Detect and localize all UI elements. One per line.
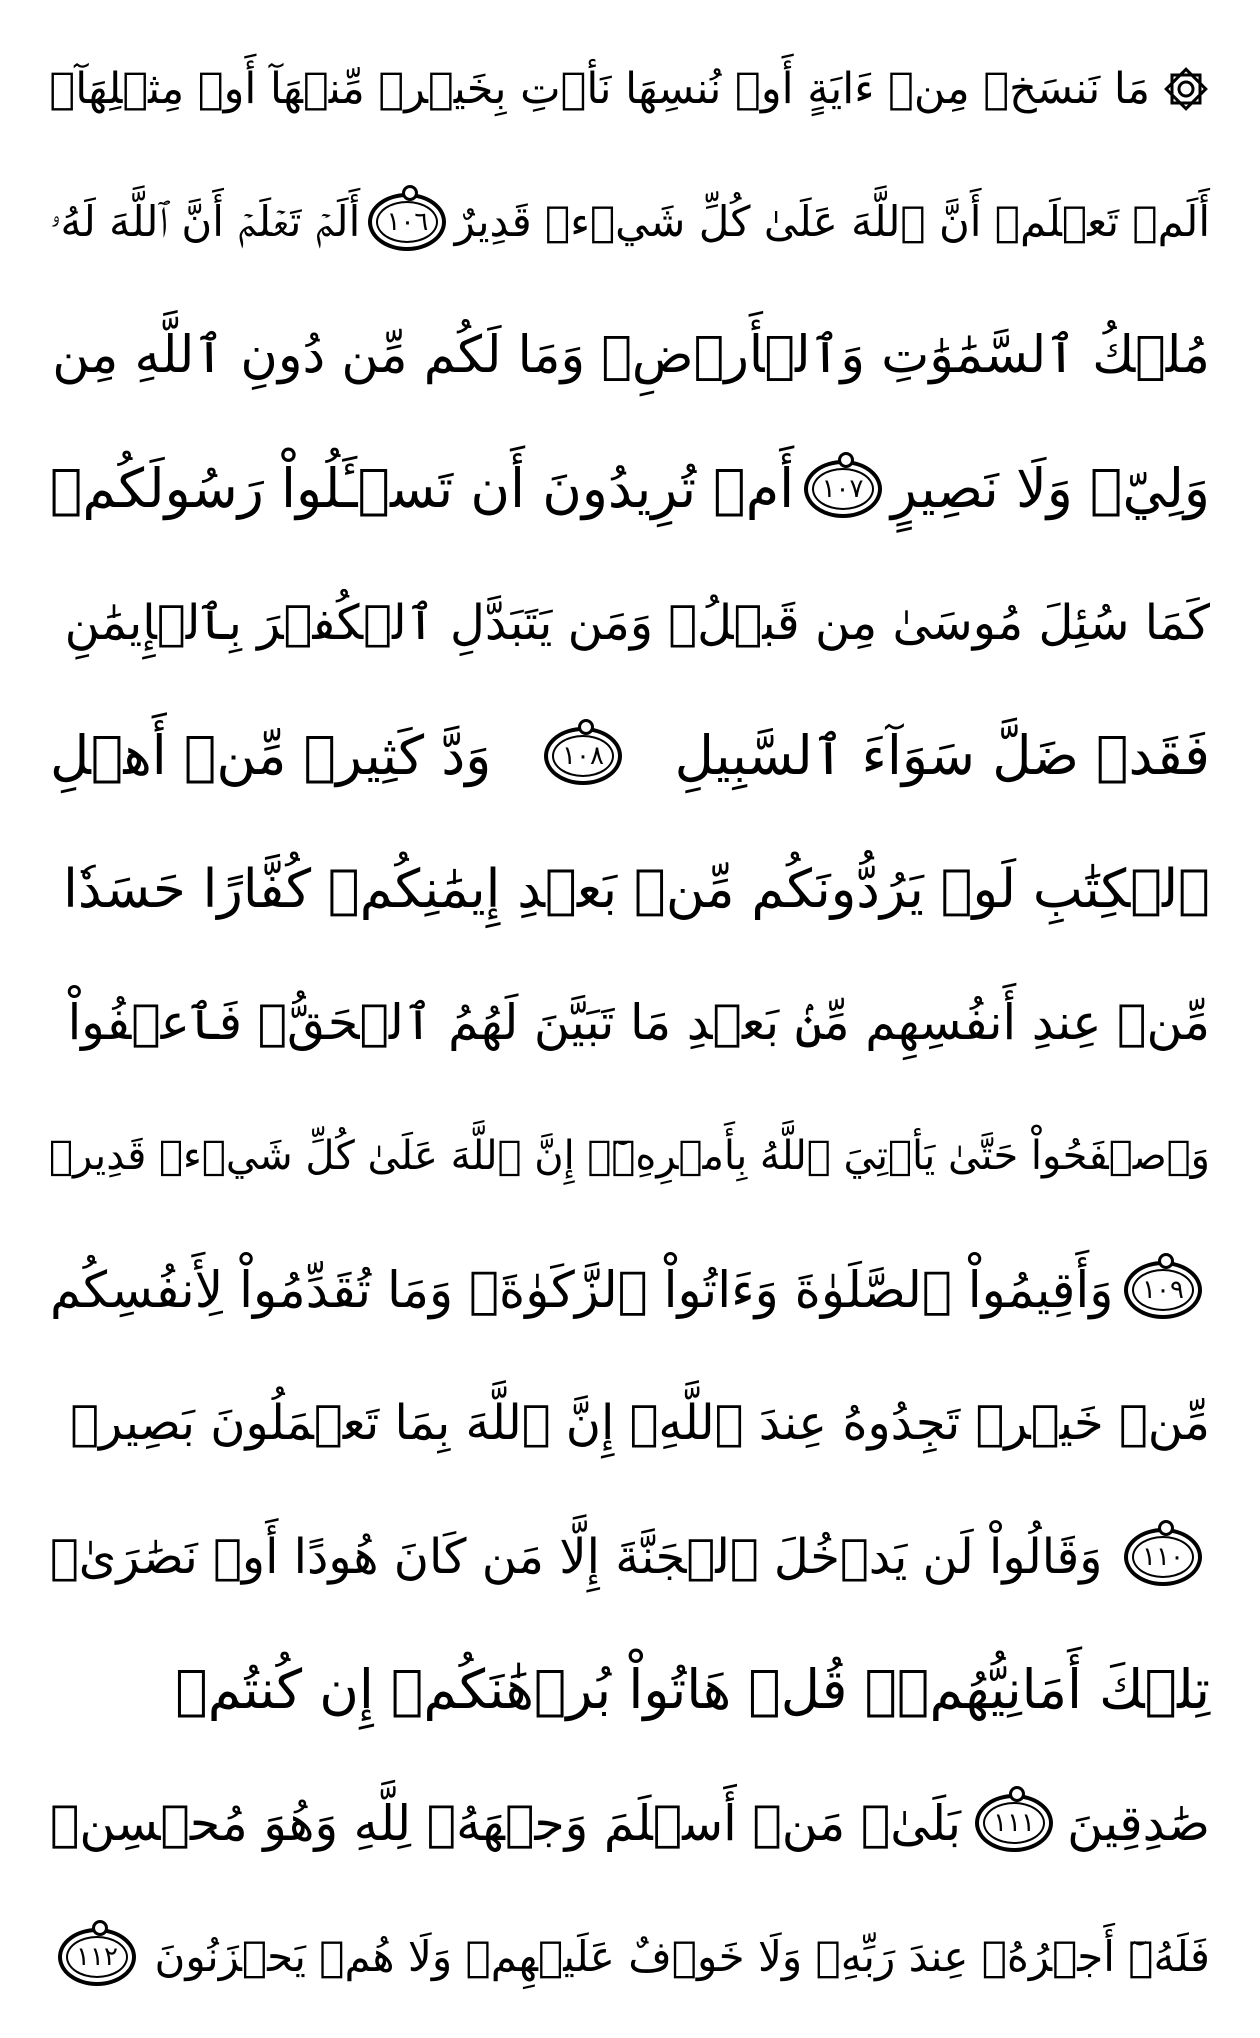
verse-text: مَا نَنسَخۡ مِنۡ ءَايَةٍ أَوۡ نُنسِهَا نَأۡتِ بِخَيۡرٖ مِّنۡهَآ أَوۡ مِثۡلِهَآۗ (49, 63, 1150, 114)
verse-text: صَٰدِقِينَ (1067, 1794, 1210, 1852)
verse-text: وَلِيّٖ وَلَا نَصِيرٍ (890, 457, 1210, 521)
verse-text: مُلۡكُ ٱلسَّمَٰوَٰتِ وَٱلۡأَرۡضِۗ وَمَا لَكُم مِّن دُونِ ٱللَّهِ مِن (52, 326, 1210, 386)
ayah-number-marker: ١٠٨ (544, 727, 622, 785)
text-line (50, 161, 1210, 283)
ayah-number-marker: ١٠٧ (804, 460, 882, 518)
text-line (50, 695, 1210, 817)
ayah-number-marker: ١١٠ (1124, 1528, 1202, 1586)
text-line (50, 962, 1210, 1084)
verse-text: أَلَمۡ تَعۡلَمۡ أَنَّ ٱللَّهَ لَهُۥ (50, 197, 361, 247)
text-line (50, 1496, 1210, 1618)
verse-text: وَدَّ كَثِيرٞ مِّنۡ أَهۡلِ (50, 724, 492, 788)
text-line (50, 1896, 1210, 2018)
verse-text: أَمۡ تُرِيدُونَ أَن تَسۡـَٔلُواْ رَسُولَكُمۡ (50, 457, 795, 521)
verse-text: فَقَدۡ ضَلَّ سَوَآءَ ٱلسَّبِيلِ (674, 724, 1210, 788)
text-line (50, 829, 1210, 951)
verse-text: أَلَمۡ تَعۡلَمۡ أَنَّ ٱللَّهَ عَلَىٰ كُلِّ شَيۡءٖ قَدِيرٌ (454, 197, 1210, 247)
verse-text: وَٱصۡفَحُواْ حَتَّىٰ يَأۡتِيَ ٱللَّهُ بِأَمۡرِهِۦٓۗ إِنَّ ٱللَّهَ عَلَىٰ كُلِّ شَيۡءٖ قَدِيرٞ (48, 1133, 1210, 1180)
text-line (50, 1762, 1210, 1884)
text-line (50, 28, 1210, 150)
rub-el-hizb-icon (1162, 65, 1210, 113)
text-line (50, 1095, 1210, 1217)
verse-text: فَلَهُۥٓ أَجۡرُهُۥ عِندَ رَبِّهِۦ وَلَا خَوۡفٌ عَلَيۡهِمۡ وَلَا هُمۡ يَحۡزَنُونَ (154, 1931, 1210, 1981)
text-line (50, 1629, 1210, 1751)
mushaf-page (50, 28, 1210, 2018)
verse-text: مِّنۡ عِندِ أَنفُسِهِم مِّنۢ بَعۡدِ مَا تَبَيَّنَ لَهُمُ ٱلۡحَقُّۖ فَٱعۡفُواْ (67, 994, 1210, 1052)
verse-text: مِّنۡ خَيۡرٖ تَجِدُوهُ عِندَ ٱللَّهِۗ إِنَّ ٱللَّهَ بِمَا تَعۡمَلُونَ بَصِيرٞ (70, 1395, 1210, 1452)
ayah-number-marker: ١١١ (975, 1794, 1053, 1852)
verse-text: وَقَالُواْ لَن يَدۡخُلَ ٱلۡجَنَّةَ إِلَّا مَن كَانَ هُودًا أَوۡ نَصَٰرَىٰۗ (50, 1528, 1103, 1585)
ayah-number-marker: ١١٢ (58, 1928, 136, 1986)
text-line (50, 1362, 1210, 1484)
verse-text: تِلۡكَ أَمَانِيُّهُمۡۗ قُلۡ هَاتُواْ بُرۡهَٰنَكُمۡ إِن كُنتُمۡ (175, 1658, 1210, 1722)
verse-text: بَلَىٰۚ مَنۡ أَسۡلَمَ وَجۡهَهُۥ لِلَّهِ وَهُوَ مُحۡسِنٞ (50, 1794, 961, 1852)
text-line (50, 428, 1210, 550)
text-line (50, 1229, 1210, 1351)
text-line (50, 295, 1210, 417)
ayah-number-marker: ١٠٦ (368, 193, 446, 251)
verse-text: كَمَا سُئِلَ مُوسَىٰ مِن قَبۡلُۗ وَمَن يَتَبَدَّلِ ٱلۡكُفۡرَ بِٱلۡإِيمَٰنِ (64, 594, 1210, 651)
text-line (50, 562, 1210, 684)
ayah-number-marker: ١٠٩ (1124, 1261, 1202, 1319)
verse-text: ٱلۡكِتَٰبِ لَوۡ يَرُدُّونَكُم مِّنۢ بَعۡدِ إِيمَٰنِكُمۡ كُفَّارًا حَسَدٗا (63, 859, 1210, 921)
verse-text: وَأَقِيمُواْ ٱلصَّلَوٰةَ وَءَاتُواْ ٱلزَّكَوٰةَۚ وَمَا تُقَدِّمُواْ لِأَنفُسِكُم (50, 1260, 1114, 1319)
